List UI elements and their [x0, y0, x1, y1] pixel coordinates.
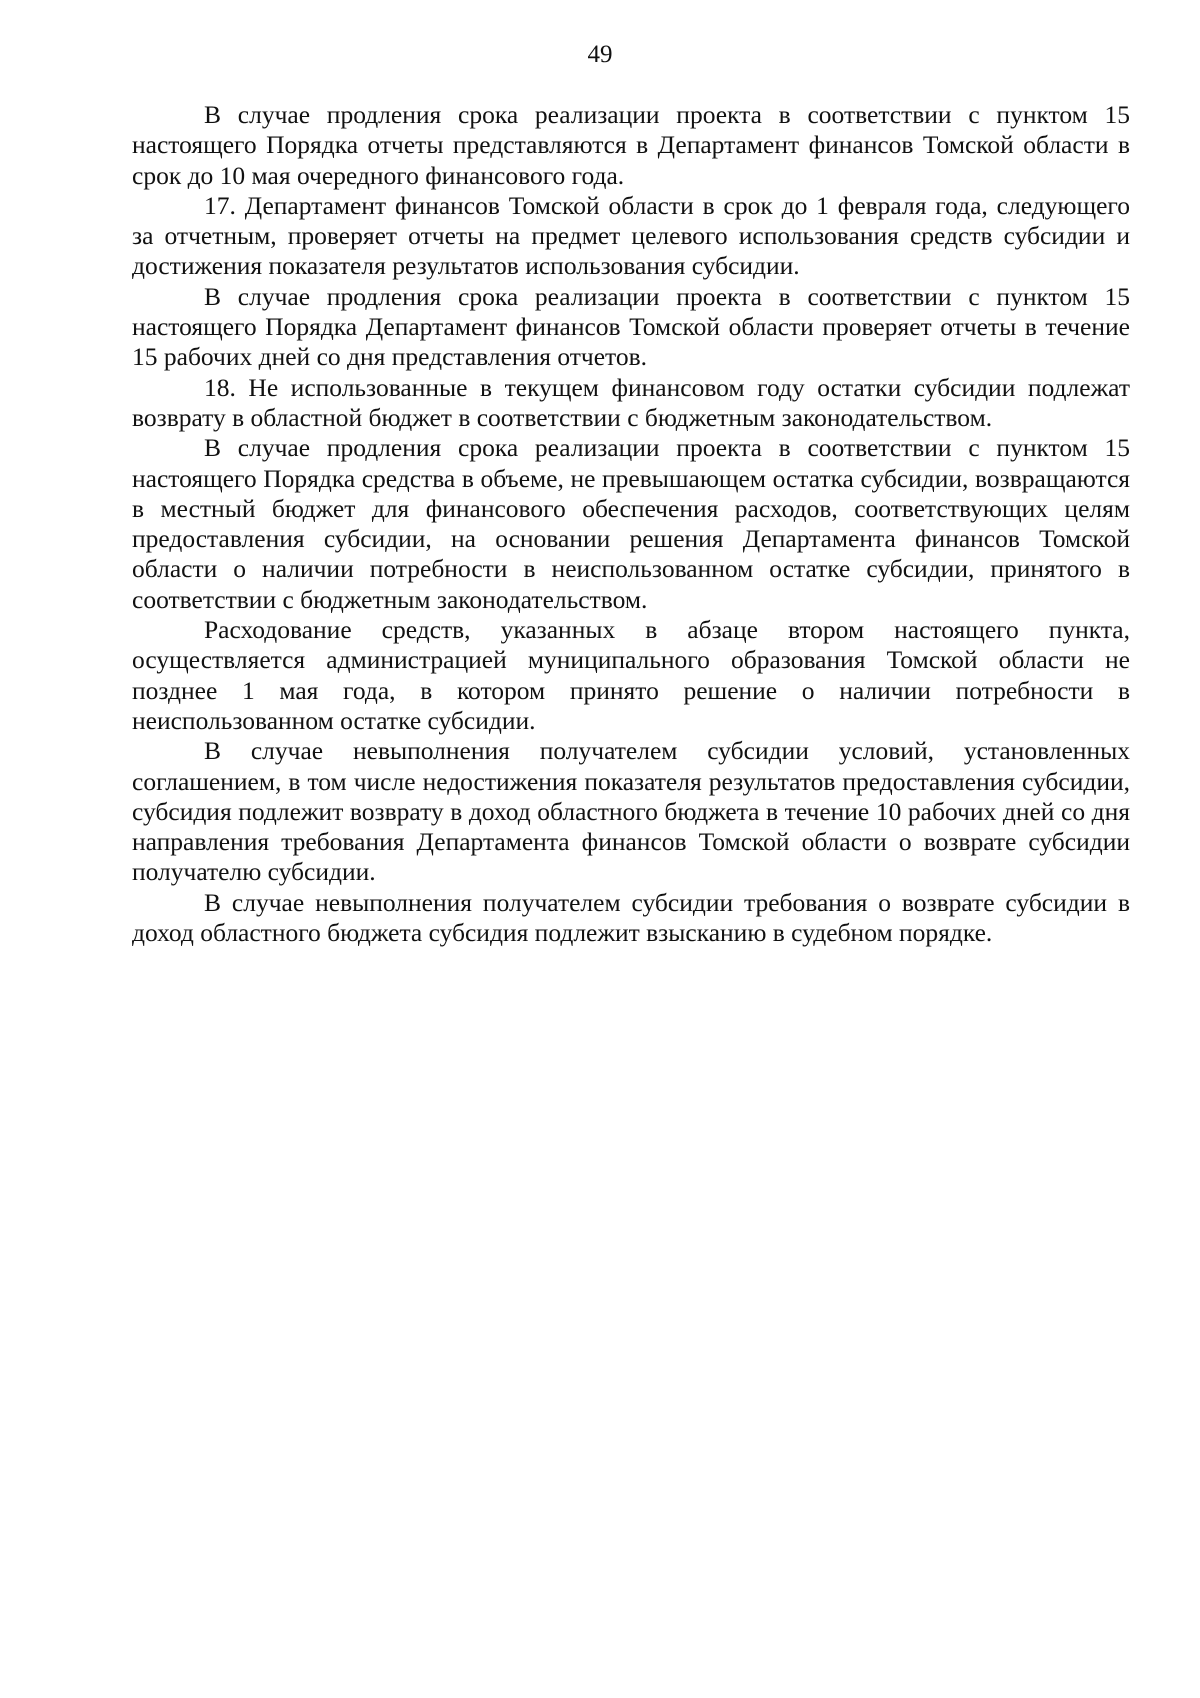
paragraph-item-17: 17. Департамент финансов Томской области в срок до 1 февраля года, следующего за отчетным, проверяет отчеты на предмет целевого использования средств субсидии и достижения показателя результатов использования субсидии.	[132, 190, 1130, 281]
document-body	[132, 100, 1130, 948]
paragraph-non-fulfillment-demand: В случае невыполнения получателем субсидии требования о возврате субсидии в доход областного бюджета субсидия подлежит взысканию в судебном порядке.	[132, 887, 1130, 948]
paragraph-extension-check: В случае продления срока реализации проекта в соответствии с пунктом 15 настоящего Порядка Департамент финансов Томской области проверяет отчеты в течение 15 рабочих дней со дня представления отчетов.	[132, 281, 1130, 372]
paragraph-extension-return: В случае продления срока реализации проекта в соответствии с пунктом 15 настоящего Порядка средства в объеме, не превышающем остатка субсидии, возвращаются в местный бюджет для финансового обеспечения расходов, соответствующих целям предоставления субсидии, на основании решения Департамента финансов Томской области о наличии потребности в неиспользованном остатке субсидии, принятого в соответствии с бюджетным законодательством.	[132, 433, 1130, 614]
paragraph-item-18: 18. Не использованные в текущем финансовом году остатки субсидии подлежат возврату в областной бюджет в соответствии с бюджетным законодательством.	[132, 372, 1130, 432]
paragraph-non-fulfillment-conditions: В случае невыполнения получателем субсидии условий, установленных соглашением, в том числе недостижения показателя результатов предоставления субсидии, субсидия подлежит возврату в доход областного бюджета в течение 10 рабочих дней со дня направления требования Департамента финансов Томской области о возврате субсидии получателю субсидии.	[132, 736, 1130, 887]
paragraph-extension-reports: В случае продления срока реализации проекта в соответствии с пунктом 15 настоящего Порядка отчеты представляются в Департамент финансов Томской области в срок до 10 мая очередного финансового года.	[132, 100, 1130, 190]
paragraph-spending: Расходование средств, указанных в абзаце втором настоящего пункта, осуществляется администрацией муниципального образования Томской области не позднее 1 мая года, в котором принято решение о наличии потребности в неиспользованном остатке субсидии.	[132, 615, 1130, 735]
page-number: 49	[587, 41, 613, 68]
